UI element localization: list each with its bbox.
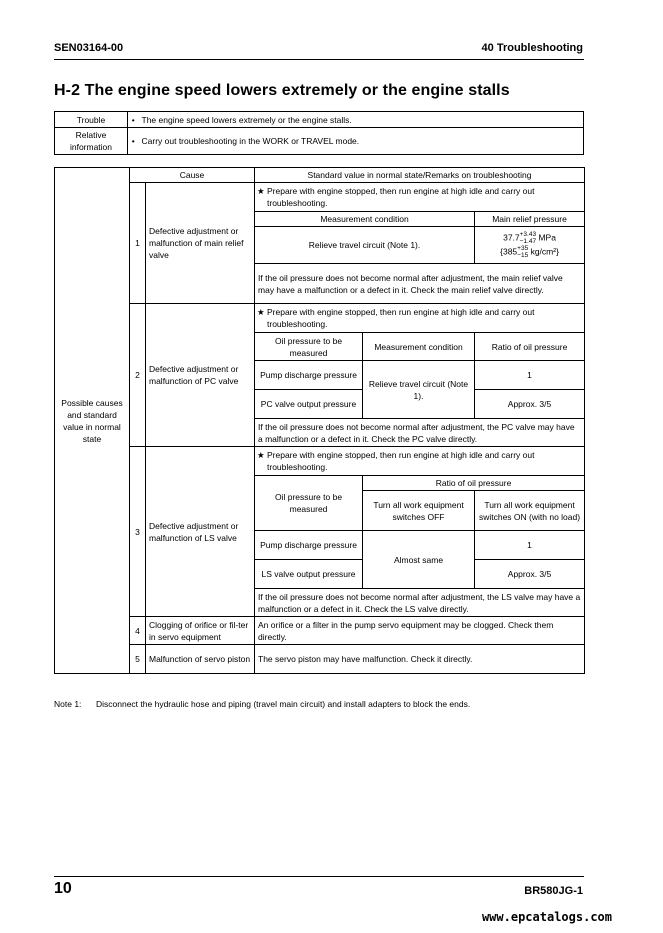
footer-rule [54, 876, 584, 877]
header-rule [54, 59, 584, 60]
star-note: ★ Prepare with engine stopped, then run engine at high idle and carry out troubleshooting. [255, 447, 585, 476]
remark: An orifice or a filter in the pump servo equipment may be clogged. Check them directly. [255, 617, 585, 645]
header-doc-code: SEN03164-00 [54, 42, 124, 54]
main-relief-value: 37.7+3.43 −1.47 MPa {385+35 −15 kg/cm²} [475, 227, 585, 264]
possible-causes-label: Possible causes and standard value in normal state [55, 168, 130, 674]
page-title: H-2 The engine speed lowers extremely or the engine stalls [54, 82, 510, 99]
note-label: Note 1: [54, 699, 82, 709]
page-number: 10 [54, 880, 72, 897]
causes-table [54, 167, 585, 674]
cause-number: 5 [130, 645, 146, 674]
remark: If the oil pressure does not become normal after adjustment, the main relief valve may have a malfunction or a defect in it. Check the main relief valve directly. [255, 264, 585, 304]
cause-description: Defective adjustment or malfunction of LS valve [146, 447, 255, 617]
cause-number: 3 [130, 447, 146, 617]
ls-valve-output-label: LS valve output pressure [255, 560, 363, 589]
cause-number: 2 [130, 304, 146, 447]
cause-description: Defective adjustment or malfunction of main relief valve [146, 183, 255, 304]
almost-same: Almost same [363, 531, 475, 589]
main-relief-header: Main relief pressure [475, 212, 585, 227]
ratio-header: Ratio of oil pressure [475, 333, 585, 361]
pump-discharge-label: Pump discharge pressure [255, 531, 363, 560]
cause-header: Cause [130, 168, 255, 183]
trouble-text: The engine speed lowers extremely or the engine stalls. [139, 112, 584, 128]
watermark: www.epcatalogs.com [481, 910, 612, 924]
ratio-value: Approx. 3/5 [475, 390, 585, 419]
measurement-condition: Relieve travel circuit (Note 1). [255, 227, 475, 264]
pc-valve-output-label: PC valve output pressure [255, 390, 363, 419]
switches-off-header: Turn all work equipment switches OFF [363, 491, 475, 531]
note [54, 699, 470, 709]
cause-description: Defective adjustment or malfunction of PC valve [146, 304, 255, 447]
switches-on-header: Turn all work equipment switches ON (with no load) [475, 491, 585, 531]
bullet: • [128, 128, 139, 155]
standard-value-header: Standard value in normal state/Remarks on troubleshooting [255, 168, 585, 183]
cause-number: 1 [130, 183, 146, 304]
measurement-condition: Relieve travel circuit (Note 1). [363, 361, 475, 419]
measurement-condition-header: Measurement condition [255, 212, 475, 227]
star-note: ★ Prepare with engine stopped, then run engine at high idle and carry out troubleshooting. [255, 183, 585, 212]
trouble-label: Trouble [55, 112, 128, 128]
bullet: • [128, 112, 139, 128]
ratio-header: Ratio of oil pressure [363, 476, 585, 491]
star-note: ★ Prepare with engine stopped, then run engine at high idle and carry out troubleshooting. [255, 304, 585, 333]
model-code: BR580JG-1 [524, 885, 583, 897]
trouble-table [54, 111, 584, 155]
oil-pressure-header: Oil pressure to be measured [255, 476, 363, 531]
oil-pressure-header: Oil pressure to be measured [255, 333, 363, 361]
related-label: Relative information [55, 128, 128, 155]
ratio-value: Approx. 3/5 [475, 560, 585, 589]
cause-description: Malfunction of servo piston [146, 645, 255, 674]
pump-discharge-label: Pump discharge pressure [255, 361, 363, 390]
related-text: Carry out troubleshooting in the WORK or TRAVEL mode. [139, 128, 584, 155]
note-text: Disconnect the hydraulic hose and piping (travel main circuit) and install adapters to block the ends. [96, 699, 471, 709]
remark: The servo piston may have malfunction. Check it directly. [255, 645, 585, 674]
ratio-value: 1 [475, 531, 585, 560]
ratio-value: 1 [475, 361, 585, 390]
header-section: 40 Troubleshooting [481, 42, 583, 54]
remark: If the oil pressure does not become normal after adjustment, the PC valve may have a malfunction or a defect in it. Check the PC valve directly. [255, 419, 585, 447]
remark: If the oil pressure does not become normal after adjustment, the LS valve may have a malfunction or a defect in it. Check the LS valve directly. [255, 589, 585, 617]
measurement-condition-header: Measurement condition [363, 333, 475, 361]
cause-description: Clogging of orifice or fil-ter in servo equipment [146, 617, 255, 645]
cause-number: 4 [130, 617, 146, 645]
